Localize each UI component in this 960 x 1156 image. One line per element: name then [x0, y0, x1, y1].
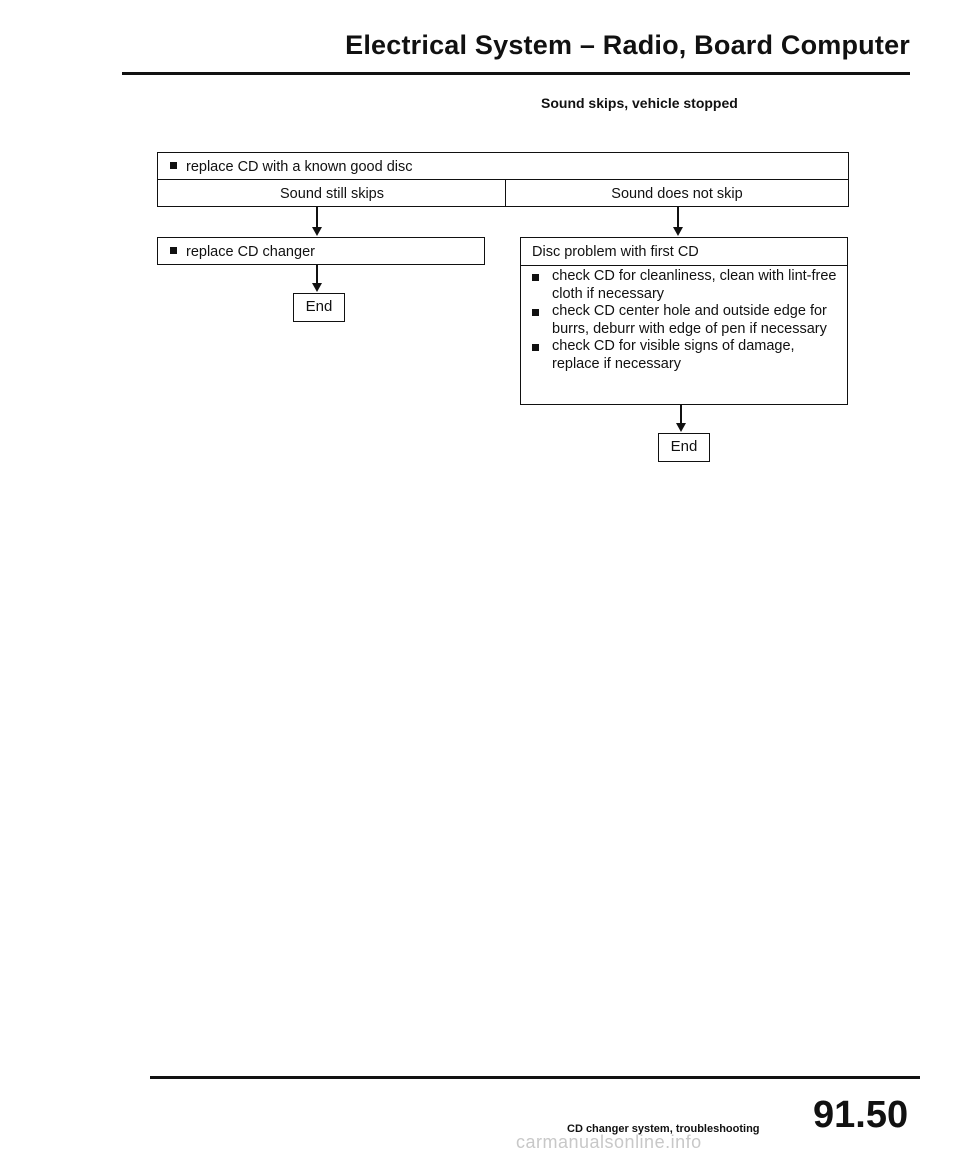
- right-action-title: Disc problem with first CD: [532, 244, 699, 260]
- left-arrow-icon: [312, 227, 322, 236]
- procedure-title: Sound skips, vehicle stopped: [541, 95, 738, 111]
- list-item: check CD for visible signs of damage, replace if necessary: [530, 338, 841, 373]
- left-end-connector: [316, 265, 318, 285]
- right-end-arrow-icon: [676, 423, 686, 432]
- right-connector: [677, 207, 679, 229]
- top-action-text: replace CD with a known good disc: [186, 159, 413, 175]
- right-end-connector: [680, 405, 682, 425]
- right-arrow-icon: [673, 227, 683, 236]
- page-title: Electrical System – Radio, Board Computer: [345, 30, 910, 60]
- branch-right-text: Sound does not skip: [611, 186, 743, 202]
- left-connector: [316, 207, 318, 229]
- header-rule: [122, 72, 910, 75]
- left-end-arrow-icon: [312, 283, 322, 292]
- bullet-icon: [532, 274, 539, 281]
- bullet-icon: [532, 309, 539, 316]
- branch-left-box: [157, 179, 507, 207]
- bullet-icon: [170, 247, 177, 254]
- footer-rule: [150, 1076, 920, 1079]
- list-item: check CD center hole and outside edge for burrs, deburr with edge of pen if necessary: [530, 303, 841, 338]
- left-end-box: End: [293, 293, 345, 322]
- bullet-icon: [532, 344, 539, 351]
- left-action-text: replace CD changer: [186, 244, 315, 260]
- watermark: carmanualsonline.info: [516, 1132, 702, 1152]
- list-item: check CD for cleanliness, clean with lint-free cloth if necessary: [530, 268, 841, 303]
- branch-right-box: [505, 179, 849, 207]
- page-number: 91.50: [813, 1094, 909, 1136]
- right-end-box: End: [658, 433, 710, 462]
- footer-caption: CD changer system, troubleshooting: [567, 1123, 760, 1135]
- branch-left-text: Sound still skips: [280, 186, 384, 202]
- bullet-icon: [170, 162, 177, 169]
- left-action-box: [157, 237, 485, 265]
- right-action-box: [520, 237, 848, 405]
- top-action-box: [157, 152, 849, 180]
- right-steps-list: [530, 268, 841, 373]
